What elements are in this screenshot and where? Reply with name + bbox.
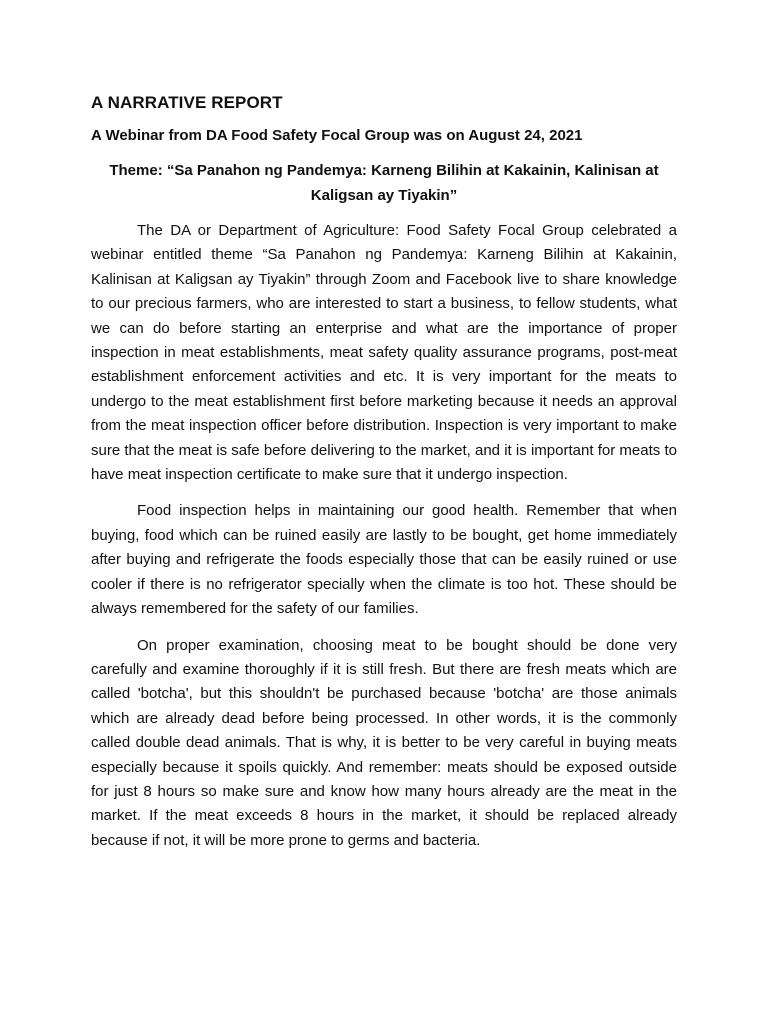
report-title: A NARRATIVE REPORT — [91, 93, 283, 112]
paragraph-2: Food inspection helps in maintaining our good health. Remember that when buying, food which can be ruined easily are lastly to be bought, get home immediately after buying and refrigerate the foods especially those that can be easily ruined or use cooler if there is no refrigerator specially when the climate is too hot. These should be always remembered for the safety of our families. — [91, 502, 677, 618]
report-theme: Theme: “Sa Panahon ng Pandemya: Karneng Bilihin at Kakainin, Kalinisan at Kaligsan ay Tiyakin” — [109, 162, 659, 204]
paragraph-3: On proper examination, choosing meat to be bought should be done very carefully and examine thoroughly if it is still fresh. But there are fresh meats which are called 'botcha', but this shouldn't be purchased because 'botcha' are those animals which are already dead before being processed. In other words, it is the commonly called double dead animals. That is why, it is better to be very careful in buying meats especially because it spoils quickly. And remember: meats should be exposed outside for just 8 hours so make sure and know how many hours already are the meat in the market. If the meat exceeds 8 hours in the market, it should be replaced already because if not, it will be more prone to germs and bacteria. — [91, 636, 677, 849]
report-subtitle: A Webinar from DA Food Safety Focal Group was on August 24, 2021 — [91, 127, 583, 144]
paragraph-1: The DA or Department of Agriculture: Food Safety Focal Group celebrated a webinar entitled theme “Sa Panahon ng Pandemya: Karneng Bilihin at Kakainin, Kalinisan at Kaligsan ay Tiyakin” through Zoom and Facebook live to share knowledge to our precious farmers, who are interested to start a business, to fellow students, what we can do before starting an enterprise and what are the importance of proper inspection in meat establishments, meat safety quality assurance programs, post-meat establishment enforcement activities and etc. It is very important for the meats to undergo to the meat establishment first before marketing because it needs an approval from the meat inspection officer before distribution. Inspection is very important to make sure that the meat is safe before delivering to the market, and it is important for meats to have meat inspection certificate to make sure that it undergo inspection. — [91, 222, 677, 484]
